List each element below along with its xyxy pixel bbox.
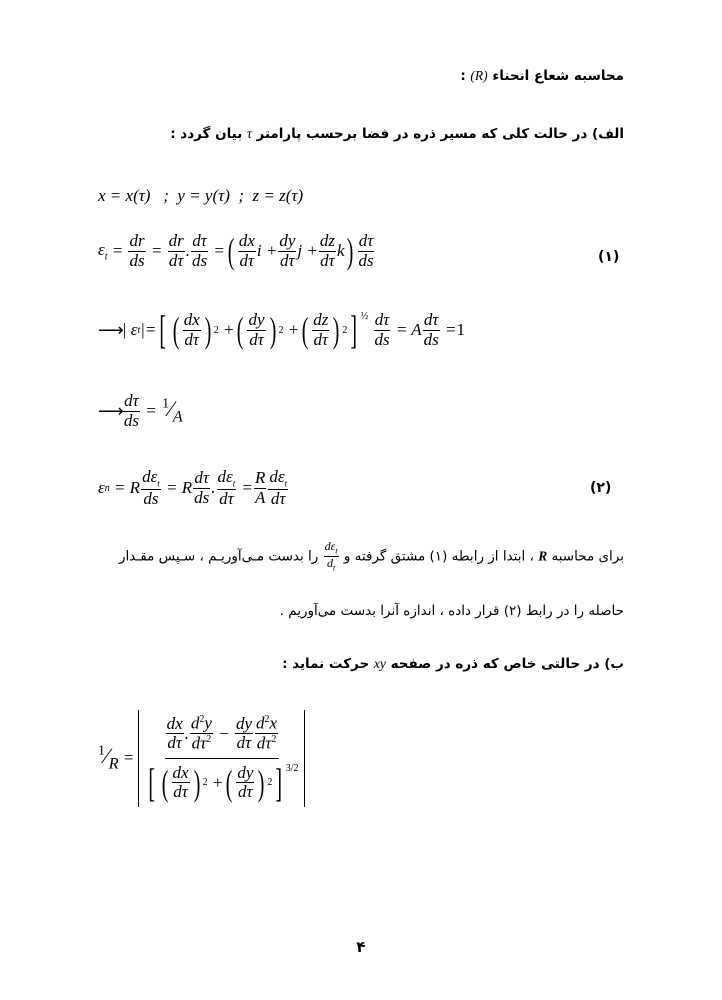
section-heading: محاسبه شعاع انحناء (R) : <box>460 68 624 84</box>
equation-2-label: (۲) <box>590 480 612 496</box>
part-a-heading: الف) در حالت کلی که مسیر ذره در فضا برحسب پارامتر τ بیان گردد : <box>170 126 624 142</box>
tangent-magnitude-equation: ⟶ | ε t |= [ ( dx dτ ) 2 + ( dy dτ ) 2 + ( dz dτ ) 2 ] $^{\frac{1}{2}}$ dτ ds = A dτ ds = 1 <box>98 307 466 352</box>
curvature-equation: $^1⁄_R$ = dx dτ . $d^2y$ $d\tau^2$ − dy dτ $d^2x$ $d\tau^2$ [ ( dx dτ ) 2 + ( dy dτ ) 2 ] $^{3/2}$ <box>98 710 305 807</box>
equation-1: $\varepsilon_t$ = dr ds = dr dτ . dτ ds = ( dx dτ i + dy dτ j + dz dτ k ) dτ ds <box>98 231 374 272</box>
equation-1-label: (۱) <box>598 249 620 265</box>
equation-2: ε n = R $d\varepsilon_t$ ds = R dτ ds . $d\varepsilon_t$ dτ = R A $d\varepsilon_t$ dτ <box>98 467 288 509</box>
part-b-heading: ب) در حالتی خاص که ذره در صفحه xy حرکت نماید : <box>282 656 624 672</box>
page-number: ۴ <box>356 938 366 956</box>
paragraph-line-2: حاصله را در رابط (۲) قرار داده ، اندازه آنرا بدست می‌آوریم . <box>279 603 624 619</box>
dtau-ds-equation: ⟶ dτ ds = $^1⁄_A$ <box>98 391 183 430</box>
parametric-equations: x = x(τ) ; y = y(τ) ; z = z(τ) <box>98 186 304 205</box>
paragraph-line-1: برای محاسبه R ، ابتدا از رابطه (۱) مشتق گرفته و $d\varepsilon_t$ $d_t$ را بدست مـی‌آوریـم ، سـپس مقـدار <box>118 539 624 573</box>
